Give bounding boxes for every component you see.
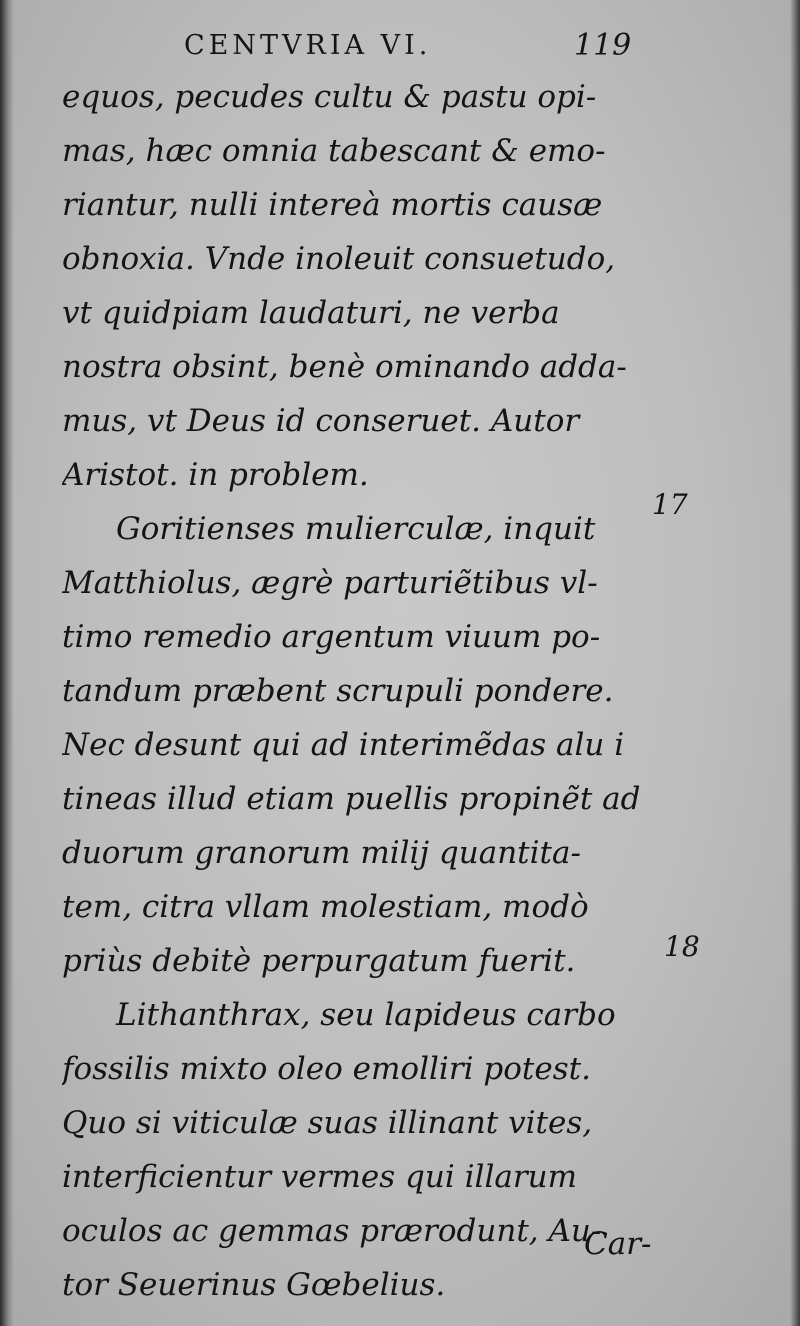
text-line: tor Seuerinus Gœbelius. [62, 1267, 446, 1303]
text-line: duorum granorum milij quantita- [62, 835, 581, 871]
running-title: CENTVRIA VI. [184, 30, 432, 61]
text-line: interficientur vermes qui illarum [62, 1159, 578, 1195]
text-line: Nec desunt qui ad interimẽdas alu i [62, 727, 625, 763]
text-line: riantur, nulli intereà mortis causæ [62, 187, 603, 223]
text-line: tandum præbent scrupuli pondere. [62, 673, 614, 709]
paragraph-start-line: Lithanthrax, seu lapideus carbo [116, 997, 616, 1033]
text-line: Aristot. in problem. [62, 457, 369, 493]
text-line: mas, hæc omnia tabescant & emo- [62, 133, 606, 169]
marginal-number: 18 [664, 930, 700, 963]
text-line: nostra obsint, benè ominando adda- [62, 349, 627, 385]
running-head [0, 28, 800, 68]
body-text [62, 70, 652, 1312]
page-number: 119 [574, 28, 632, 63]
text-line: tineas illud etiam puellis propinẽt ad [62, 781, 641, 817]
text-line: equos, pecudes cultu & pastu opi- [62, 79, 597, 115]
text-line: priùs debitè perpurgatum fuerit. [62, 943, 576, 979]
text-line: Quo si viticulæ suas illinant vites, [62, 1105, 593, 1141]
text-line: timo remedio argentum viuum po- [62, 619, 601, 655]
text-line: Matthiolus, ægrè parturiẽtibus vl- [62, 565, 598, 601]
text-line: obnoxia. Vnde inoleuit consuetudo, [62, 241, 616, 277]
text-line: mus, vt Deus id conseruet. Autor [62, 403, 580, 439]
text-line: oculos ac gemmas prærodunt, Au- [62, 1213, 602, 1249]
text-line: fossilis mixto oleo emolliri potest. [62, 1051, 591, 1087]
text-line: vt quidpiam laudaturi, ne verba [62, 295, 560, 331]
paragraph-start-line: Goritienses mulierculæ, inquit [116, 511, 596, 547]
text-line: tem, citra vllam molestiam, modò [62, 889, 589, 925]
marginal-number: 17 [652, 488, 688, 521]
catchword: Car- [584, 1226, 652, 1262]
